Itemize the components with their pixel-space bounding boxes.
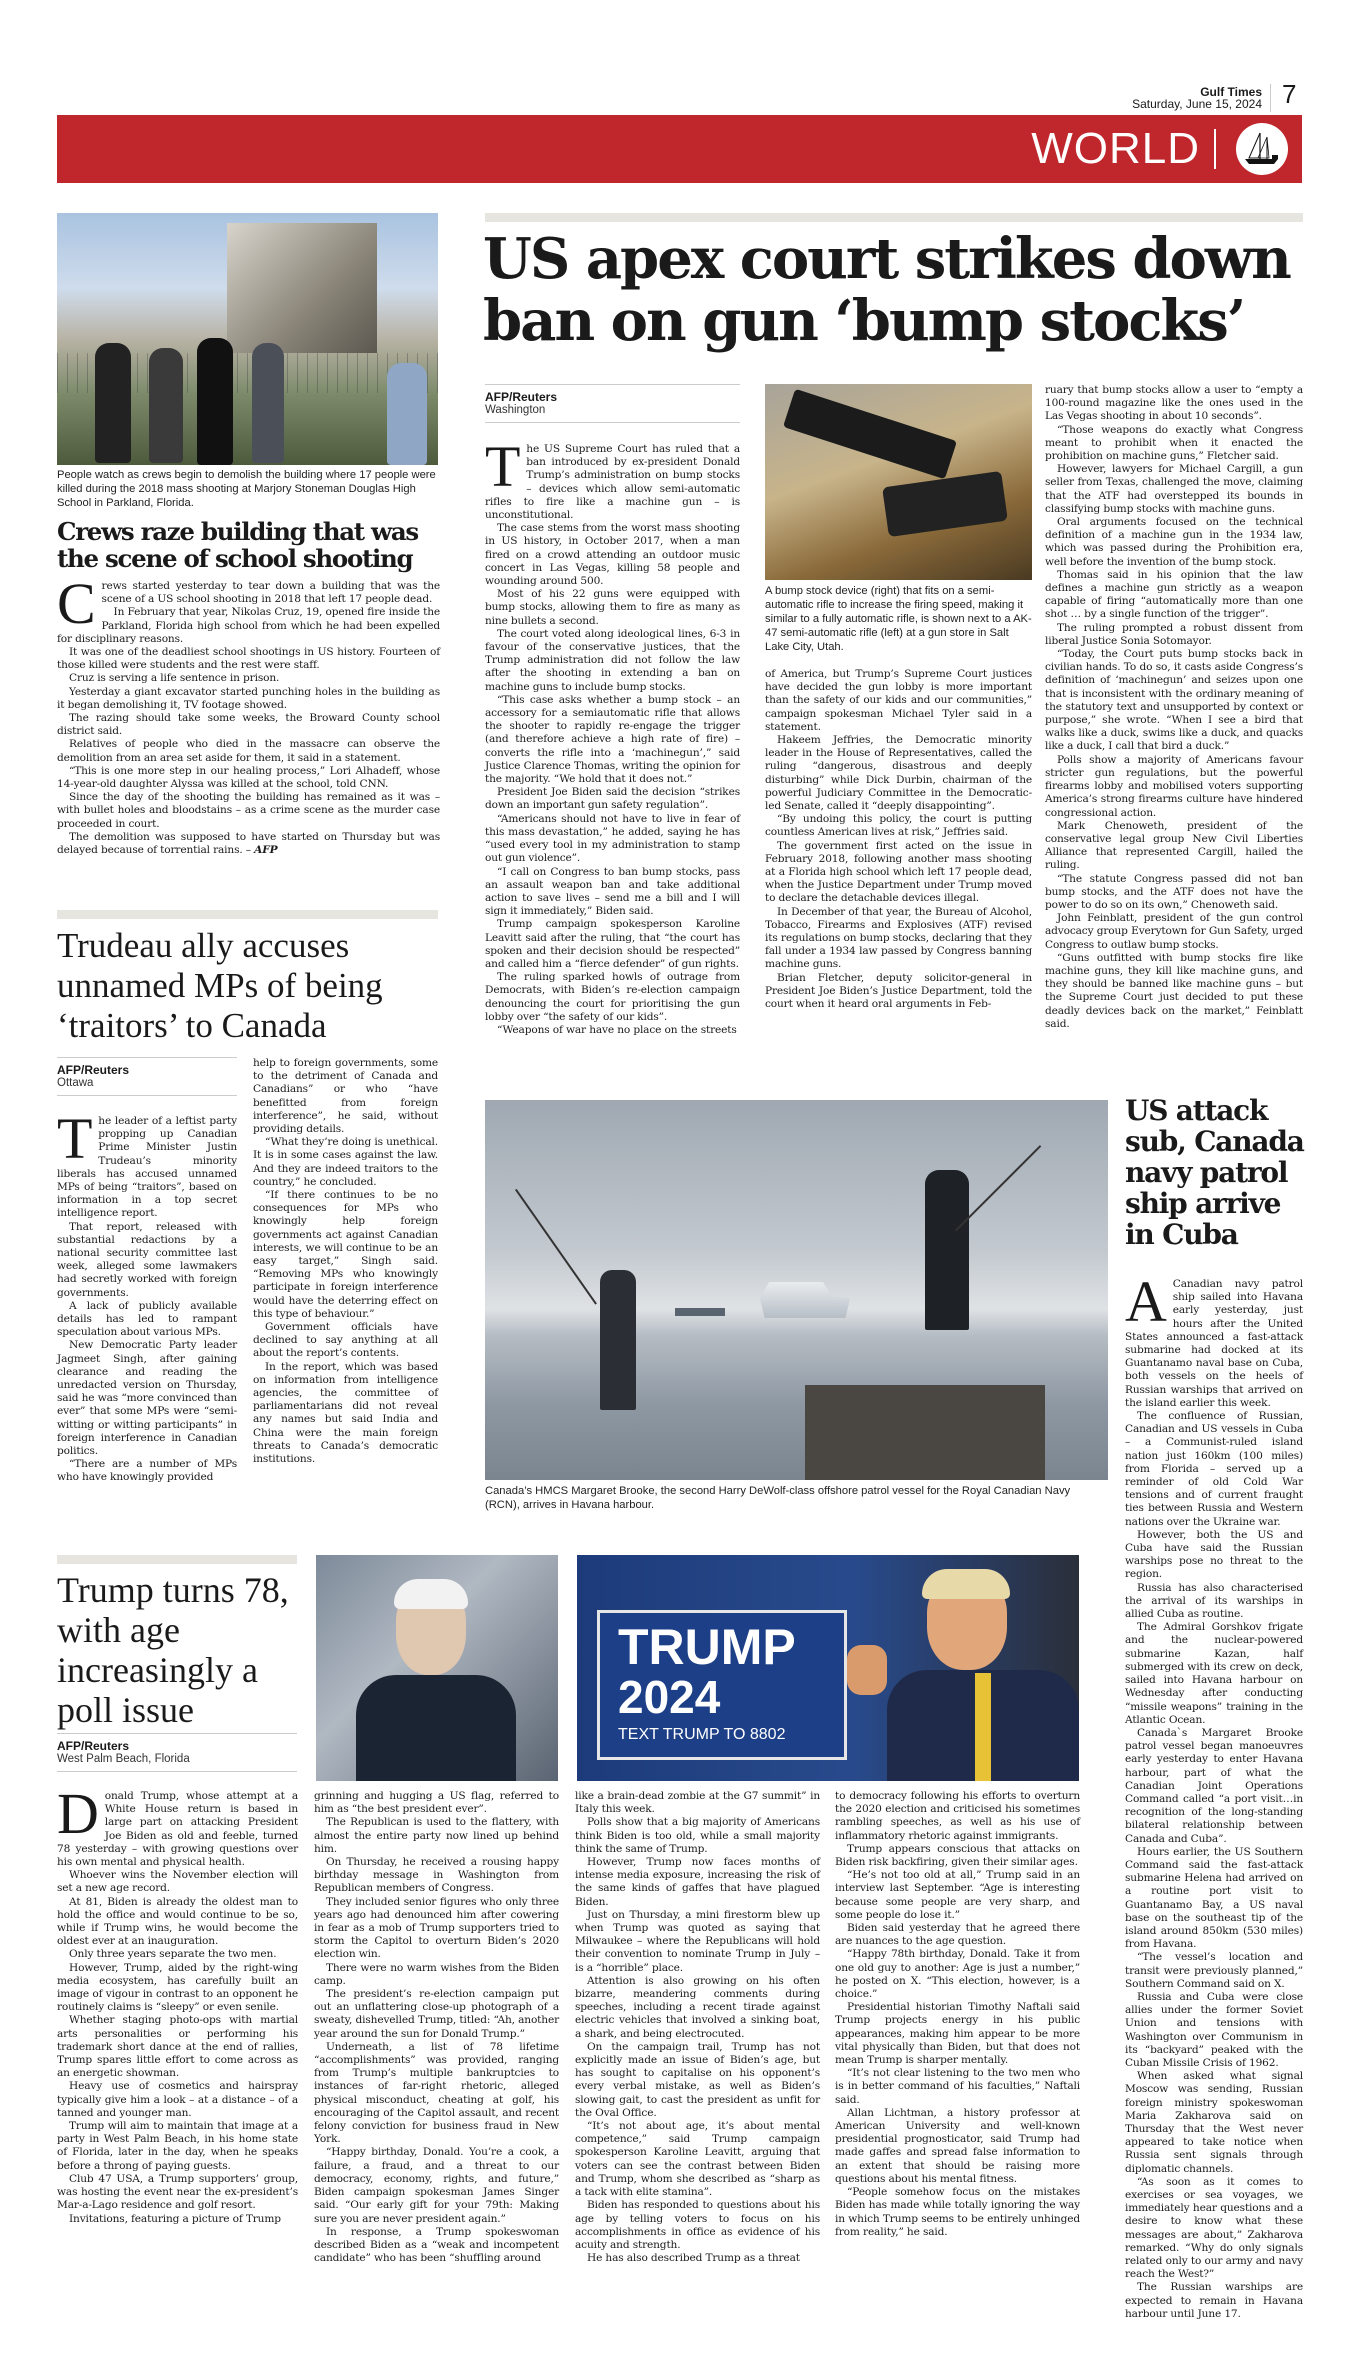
paragraph: Russia and Cuba were close allies under the former Soviet Union and tensions with Washington over Communism in its “backyard” peaked with the Cuban Missile Crisis of 1962. — [1125, 1990, 1303, 2069]
logo-circle — [1236, 123, 1288, 175]
byline-agency: AFP/Reuters — [485, 390, 558, 404]
paragraph: A lack of publicly available details has led to rampant speculation about various MPs. — [57, 1299, 237, 1339]
onlooker-4 — [252, 343, 284, 463]
paragraph: “Happy 78th birthday, Donald. Take it from one old guy to another: Age is just a number,” he posted on X. “This election, however, is a choice.” — [835, 1948, 1080, 2001]
byline-place: West Palm Beach, Florida — [57, 1753, 190, 1765]
paragraph: Only three years separate the two men. — [69, 1948, 277, 1961]
onlooker-2 — [149, 348, 183, 463]
navy-ship — [760, 1282, 850, 1318]
paragraph: When asked what signal Moscow was sending, Russian foreign ministry spokeswoman Maria Zakharova said on Thursday that the West never appeared to take notice when Russia sent signals through diplomatic channels. — [1125, 2070, 1303, 2175]
paragraph: In response, a Trump spokeswoman described Biden as a “weak and incompetent candidate” who has been “shuffling around — [314, 2225, 559, 2265]
trudeau-byline — [57, 1057, 237, 1096]
paragraph: The razing should take some weeks, the Broward County school district said. — [57, 712, 440, 738]
masthead-divider — [1270, 84, 1271, 112]
trump-col-1 — [57, 1781, 298, 2226]
paragraph: It was one of the deadliest school shootings in US history. Fourteen of those killed were students and the rest were staff. — [57, 646, 440, 672]
paragraph: The court voted along ideological lines, 6-3 in favour of the conservative justices, that the Trump administration did not follow the law after the shooting in extending a ban on machine guns to include bump stocks. — [485, 627, 740, 693]
bump-headline: US apex court strikes down ban on gun ‘bump stocks’ — [483, 226, 1290, 354]
bump-stock-shape — [882, 471, 1008, 537]
paragraph: Cruz is serving a life sentence in prison. — [69, 672, 280, 685]
school-dropcap: C — [57, 571, 96, 636]
paragraph: to democracy following his efforts to overturn the 2020 election and criticised his sometimes rambling speeches, as well as his use of inflammatory rhetoric against immigrants. — [835, 1790, 1080, 1842]
paragraph: President Joe Biden said the decision “strikes down an important gun safety regulation”. — [485, 786, 740, 812]
paragraph: “People somehow focus on the mistakes Biden has made while totally ignoring the way in which Trump seems to be entirely unhinged from reality,” he said. — [835, 2186, 1080, 2238]
bump-col-1 — [485, 434, 740, 1037]
paragraph: However, Trump, aided by the right-wing media ecosystem, has carefully built an image of vigour in contrast to an opponent he routinely claims is “sleepy” or even senile. — [57, 1961, 298, 2014]
paragraph: Oral arguments focused on the technical definition of a machine gun in the 1934 law, which was passed during the Prohibition era, well before the invention of the bump stock. — [1045, 516, 1303, 568]
paragraph: “This is one more step in our healing process,” Lori Alhadeff, whose 14-year-old daughter Alyssa was killed at the school, told CNN. — [57, 764, 440, 791]
paragraph: Since the day of the shooting the building has remained as it was – with bullet holes and bloodstains – as a crime scene as the murder case proceeded in court. — [57, 791, 440, 830]
paragraph: grinning and hugging a US flag, referred to him as “the best president ever”. — [314, 1790, 559, 1816]
byline-agency: AFP/Reuters — [57, 1739, 130, 1753]
paragraph: That report, released with substantial redactions by a national security committee last week, alleged some lawmakers had secretly worked with foreign governments. — [57, 1220, 237, 1299]
school-photo-caption: People watch as crews begin to demolish the building where 17 people were killed during the 2018 mass shooting at Marjory Stoneman Douglas High School in Parkland, Florida. — [57, 469, 436, 509]
fisherman-left — [600, 1270, 636, 1410]
paragraph: onald Trump, whose attempt at a White House return is based in large part on attacking President Joe Biden as old and feeble, turned 78 yesterday – with growing questions over his own mental and physical health. — [57, 1790, 298, 1869]
cuba-headline: US attack sub, Canada navy patrol ship arrive in Cuba — [1125, 1094, 1304, 1251]
paragraph: New Democratic Party leader Jagmeet Singh, after gaining clearance and reading the unredacted version on Thursday, said he was “more convinced than ever” that some MPs were “semi-witting or witting participants” in foreign interference in Canadian politics. — [57, 1339, 237, 1458]
paragraph: The confluence of Russian, Canadian and US vessels in Cuba – a Communist-ruled island nation just 160km (100 miles) from Florida – served up a reminder of old Cold War tensions and of current fraught ties between Russia and Western nations over the Ukraine war. — [1125, 1410, 1303, 1528]
paragraph: Polls show that a big majority of Americans think Biden is too old, while a small majority think the same of Trump. — [575, 1816, 820, 1855]
paragraph: The demolition was supposed to have started on Thursday but was delayed because of torrential rains. – — [57, 830, 440, 857]
paragraph: “Americans should not have to live in fear of this mass devastation,” he added, saying he has “used every tool in my administration to stamp out gun violence”. — [485, 812, 740, 865]
onlooker-5 — [387, 363, 427, 465]
trudeau-col-2 — [253, 1057, 438, 1466]
paragraph: Most of his 22 guns were equipped with bump stocks, allowing them to fire as many as nine bullets a second. — [485, 588, 740, 627]
trump-hair — [922, 1569, 1010, 1599]
paragraph: Biden said yesterday that he agreed there are nuances to the age question. — [835, 1922, 1080, 1948]
sign-year-text: 2024 — [618, 1671, 721, 1723]
biden-photo — [316, 1555, 558, 1781]
paragraph: Relatives of people who died in the massacre can observe the demolition from an area set aside for them, it said in a statement. — [57, 738, 440, 764]
trudeau-top-bar — [57, 910, 438, 919]
dhow-boat-icon — [1236, 123, 1288, 175]
section-banner — [57, 115, 1302, 183]
havana-harbour-photo — [485, 1100, 1108, 1480]
paragraph: “Those weapons do exactly what Congress meant to prohibit when it enacted the prohibition on machine guns,” Fletcher said. — [1045, 423, 1303, 463]
rifle-shape — [783, 389, 957, 480]
fishing-rod-left — [515, 1189, 597, 1305]
paragraph: Underneath, a list of 78 lifetime “accomplishments” was provided, ranging from Trump’s multiple bankruptcies to instances of far-right rhetoric, alleged physical misconduct, cheating at golf, his encouraging of the Capitol assault, and recent felony conviction for business fraud in New York. — [314, 2040, 559, 2146]
school-headline: Crews raze building that was the scene of school shooting — [57, 517, 418, 573]
trump-tie — [975, 1673, 991, 1781]
cuba-article-body — [1125, 1269, 1303, 2321]
paragraph: Canadian navy patrol ship sailed into Havana early yesterday, just hours after the United States announced a fast-attack submarine had docked at its Guantanamo naval base on Cuba, both vessels on the heels of Russian warships that arrived on the island earlier this week. — [1125, 1278, 1303, 1409]
paragraph: “What they’re doing is unethical. It is in some cases against the law. And they are indeed traitors to the country,” he concluded. — [253, 1136, 438, 1188]
paragraph: Allan Lichtman, a history professor at American University and well-known presidential prognosticator, said Trump had made gaffes and spread false information to an extent that should be raising more questions about his mental fitness. — [835, 2106, 1080, 2185]
paragraph: However, lawyers for Michael Cargill, a gun seller from Texas, challenged the move, claiming that the ATF had overstepped its bounds in classifying bump stocks with machine guns. — [1045, 463, 1303, 515]
paragraph: They included senior figures who only three years ago had denounced him after cowering in fear as a mob of Trump supporters tried to storm the Capitol to overturn Biden’s 2020 election win. — [314, 1895, 559, 1961]
masthead-date-block — [1070, 86, 1262, 110]
paragraph: Heavy use of cosmetics and hairspray typically give him a look – at a distance – of a tanned and younger man. — [57, 2080, 298, 2119]
sign-sms-text: TEXT TRUMP TO 8802 — [618, 1726, 786, 1743]
trump-byline — [57, 1733, 297, 1772]
paragraph: On the campaign trail, Trump has not explicitly made an issue of Biden’s age, but has sought to capitalise on his opponent’s every verbal mistake, as well as Biden’s slowing gait, to cast the president as unfit for the Oval Office. — [575, 2040, 820, 2119]
paragraph: Invitations, featuring a picture of Trump — [69, 2212, 281, 2225]
paragraph: Polls show a majority of Americans favour stricter gun regulations, but the powerful firearms lobby and mobilised voters supporting America’s strong firearms culture have hindered congressional action. — [1045, 753, 1303, 819]
paragraph: Attention is also growing on his often bizarre, meandering comments during speeches, including a recent tirade against electric vehicles that involved a sinking boat, a shark, and being electrocuted. — [575, 1974, 820, 2040]
paragraph: Whether staging photo-ops with martial arts personalities or performing his trademark short dance at the end of rallies, Trump spares little effort to come across as an energetic showman. — [57, 2014, 298, 2080]
paragraph: There were no warm wishes from the Biden camp. — [314, 1961, 559, 1987]
paragraph: Whoever wins the November election will set a new age record. — [57, 1869, 298, 1895]
onlooker-3 — [197, 338, 233, 465]
paragraph: Government officials have declined to say anything at all about the report’s contents. — [253, 1321, 438, 1360]
campaign-sign — [597, 1610, 847, 1760]
signoff: AFP — [254, 844, 278, 857]
bump-col-2 — [765, 668, 1032, 1011]
paragraph: “Weapons of war have no place on the streets — [497, 1023, 737, 1036]
paragraph: “He’s not too old at all,” Trump said in an interview last September. “Age is interesting because some people are very sharp, and some people do lose it.” — [835, 1869, 1080, 1921]
paragraph: of America, but Trump’s Supreme Court justices have decided the gun lobby is more important than the safety of our kids and our communities,” campaign spokesman Michael Tyler said in a statement. — [765, 668, 1032, 733]
paragraph: “It’s not about age, it’s about mental competence,” said Trump campaign spokesperson Karoline Leavitt, arguing that voters can see the contrast between Biden and Trump, whom she described as “sharp as a tack with elite stamina”. — [575, 2120, 820, 2199]
paragraph: In December of that year, the Bureau of Alcohol, Tobacco, Firearms and Explosives (ATF) revised its regulations on bump stocks, declaring that they fall under a 1934 law passed by Congress banning machine guns. — [765, 905, 1032, 971]
bump-photo-caption: A bump stock device (right) that fits on a semi-automatic rifle to increase the firing speed, making it similar to a fully automatic rifle, is shown next to a AK-47 semi-automatic rifle (left) at a gun store in Salt Lake City, Utah. — [765, 585, 1032, 653]
byline-place: Washington — [485, 404, 546, 416]
paragraph: “I call on Congress to ban bump stocks, pass an assault weapon ban and take additional action to save lives – send me a bill and I will sign it immediately,” Biden said. — [485, 865, 740, 918]
paragraph: John Feinblatt, president of the gun control advocacy group Everytown for Gun Safety, urged Congress to outlaw bump stocks. — [1045, 912, 1303, 951]
paragraph: The Admiral Gorshkov frigate and the nuclear-powered submarine Kazan, half submerged with its crew on deck, sailed into Havana harbour on Wednesday after conducting “missile weapons” training in the Atlantic Ocean. — [1125, 1621, 1303, 1726]
paragraph: “This case asks whether a bump stock – an accessory for a semiautomatic rifle that allows the shooter to rapidly re-engage the trigger (and therefore achieve a high rate of fire) – converts the rifle into a ‘machinegun’,” said Justice Clarence Thomas, writing the opinion for the majority. “We hold that it does not.” — [485, 693, 740, 786]
paragraph: Just on Thursday, a mini firestorm blew up when Trump was quoted as saying that Milwaukee – where the Republicans will hold their convention to nominate Trump in July – is a “horrible” place. — [575, 1908, 820, 1974]
distant-ship — [675, 1308, 725, 1316]
building-ruin — [227, 223, 377, 353]
paragraph: At 81, Biden is already the oldest man to hold the office and would continue to be so, while if Trump wins, he would become the oldest ever at an inauguration. — [57, 1895, 298, 1948]
trump-col-4 — [835, 1790, 1080, 2239]
bump-col-3 — [1045, 384, 1303, 1031]
paragraph: Hakeem Jeffries, the Democratic minority leader in the House of Representatives, called the ruling “dangerous, disastrous and deeply disturbing” while Dick Durbin, chairman of the powerful Judiciary Committee in the Democratic-led Senate, called it “deeply disappointing”. — [765, 734, 1032, 813]
paragraph: help to foreign governments, some to the detriment of Canada and Canadians” or who “have benefitted from foreign interference”, he said, without providing details. — [253, 1057, 438, 1136]
paragraph: The ruling sparked howls of outrage from Democrats, with Biden’s re-election campaign denouncing the court for prioritising the gun lobby over “the safety of our kids”. — [485, 971, 740, 1023]
paragraph: He has also described Trump as a threat — [587, 2252, 800, 2265]
paragraph: Mark Chenoweth, president of the conservative legal group New Civil Liberties Alliance that represented Cargill, hailed the ruling. — [1045, 819, 1303, 872]
paragraph: Canada`s Margaret Brooke patrol vessel began manoeuvres early yesterday to enter Havana harbour, part of what the Canadian Joint Operations Command called “a port visit…in recognition of the long-standing bilateral relationship between Canada and Cuba”. — [1125, 1726, 1303, 1845]
paragraph: Yesterday a giant excavator started punching holes in the building as it began demolishing it, TV footage showed. — [57, 685, 440, 711]
paragraph: Thomas said in his opinion that the law defines a machine gun strictly as a weapon capable of firing “automatically more than one shot … by a single function of the trigger”. — [1045, 568, 1303, 621]
paragraph: he US Supreme Court has ruled that a ban introduced by ex-president Donald Trump’s administration on bump stocks – devices which allow semi-automatic rifles to fire like a machine gun – is unconstitutional. — [485, 443, 740, 522]
paragraph: “The vessel’s location and transit were previously planned,” Southern Command said on X. — [1125, 1951, 1303, 1990]
paragraph: Biden has responded to questions about his age by telling voters to focus on his accomplishments in office as evidence of his acuity and strength. — [575, 2199, 820, 2251]
issue-date: Saturday, June 15, 2024 — [1132, 97, 1262, 111]
bump-stock-photo — [765, 384, 1032, 580]
paragraph: “By undoing this policy, the court is putting countless American lives at risk,” Jeffries said. — [765, 813, 1032, 839]
byline-agency: AFP/Reuters — [57, 1063, 130, 1077]
paragraph: like a brain-dead zombie at the G7 summit” in Italy this week. — [575, 1790, 820, 1816]
cuba-dropcap: A — [1125, 1269, 1167, 1334]
paragraph: The government first acted on the issue in February 2018, following another mass shooting at a Florida high school which left 17 people dead, when the Justice Department under Trump moved to declare the detachable devices illegal. — [765, 839, 1032, 905]
paragraph: However, both the US and Cuba have said the Russian warships pose no threat to the region. — [1125, 1528, 1303, 1581]
paragraph: “There are a number of MPs who have knowingly provided — [57, 1458, 237, 1484]
paragraph: he leader of a leftist party propping up Canadian Prime Minister Justin Trudeau’s minority liberals has accused unnamed MPs of being “traitors”, based on information in a top secret intelligence report. — [57, 1115, 237, 1220]
paragraph: The Republican is used to the flattery, with almost the entire party now lined up behind him. — [314, 1816, 559, 1855]
bump-dropcap: T — [485, 434, 521, 499]
banner-divider — [1214, 129, 1216, 169]
paragraph: The Russian warships are expected to remain in Havana harbour until June 17. — [1125, 2281, 1303, 2320]
paragraph: Trump will aim to maintain that image at a party in West Palm Beach, in his home state of Florida, later in the day, when he speaks before a throng of paying guests. — [57, 2120, 298, 2172]
trump-headline: Trump turns 78, with age increasingly a poll issue — [57, 1570, 289, 1730]
school-article-body — [57, 571, 440, 857]
bump-byline — [485, 384, 740, 423]
paragraph: Brian Fletcher, deputy solicitor-general in President Joe Biden’s Justice Department, told the court when it heard oral arguments in Feb- — [765, 971, 1032, 1011]
paragraph: rews started yesterday to tear down a building that was the scene of a US school shooting in 2018 that left 17 people dead. — [101, 580, 440, 606]
onlooker-1 — [95, 343, 131, 463]
paragraph: Trump campaign spokesperson Karoline Leavitt said after the ruling, that “the court has spoken and their decision should be respected” and called him a “fierce defender” of gun rights. — [485, 918, 740, 970]
paragraph: Club 47 USA, a Trump supporters’ group, was hosting the event near the ex-president’s Mar-a-Lago residence and golf resort. — [57, 2172, 298, 2212]
biden-suit — [356, 1675, 516, 1781]
raised-fist — [847, 1645, 887, 1695]
trump-dropcap: D — [57, 1781, 99, 1846]
paragraph: Hours earlier, the US Southern Command said the fast-attack submarine Helena had arrived on a routine port visit to Guantanamo Bay, a US naval base on the southeast tip of the island around 850km (530 miles) from Havana. — [1125, 1845, 1303, 1951]
paragraph: ruary that bump stocks allow a user to “empty a 100-round magazine like the ones used in the Las Vegas shooting in about 10 seconds”. — [1045, 384, 1303, 423]
trudeau-dropcap: T — [57, 1106, 93, 1171]
paragraph: “Happy birthday, Donald. You’re a cook, a failure, a fraud, and a threat to our democracy, economy, rights, and future,” Biden campaign spokesman James Singer said. “Our early gift for your 79th: Making sure you are never president again.” — [314, 2146, 559, 2225]
paragraph: “Today, the Court puts bump stocks back in civilian hands. To do so, it casts aside Congress’s definition of ‘machinegun’ and seizes upon one that is inconsistent with the ordinary meaning of the statutory text and unsupported by context or purpose,” she wrote. “When I see a bird that walks like a duck, swims like a duck, and quacks like a duck, I call that bird a duck.” — [1045, 648, 1303, 753]
fisherman-right — [925, 1170, 969, 1330]
section-title: WORLD — [1031, 124, 1200, 173]
paragraph: Trump appears conscious that attacks on Biden risk backfiring, given their similar ages. — [835, 1842, 1080, 1869]
byline-place: Ottawa — [57, 1077, 94, 1089]
paragraph: “If there continues to be no consequences for MPs who knowingly help foreign governments act against Canadian interests, we will continue to be an easy target,” Singh said. “Removing MPs who knowingly participate in foreign interference would have the deterring effect on this type of behaviour.” — [253, 1189, 438, 1320]
paragraph: In February that year, Nikolas Cruz, 19, opened fire inside the Parkland, Florida high school from which he had been expelled for disciplinary reasons. — [57, 606, 440, 645]
page-number: 7 — [1282, 79, 1297, 109]
paragraph: Russia has also characterised the arrival of its warships in allied Cuba as routine. — [1125, 1581, 1303, 1621]
paragraph: “It’s not clear listening to the two men who is in better command of his faculties,” Naftali said. — [835, 2067, 1080, 2106]
paragraph: In the report, which was based on information from intelligence agencies, the committee of parliamentarians did not reveal any names but said India and China were the main foreign threats to Canada’s democratic institutions. — [253, 1360, 438, 1466]
biden-hair — [394, 1579, 468, 1609]
sign-trump-text: TRUMP — [618, 1619, 796, 1675]
paragraph: Presidential historian Timothy Naftali said Trump projects energy in his public appearances, making him appear to be more vital physically than Biden, but that does not mean Trump is sharper mentally. — [835, 2001, 1080, 2067]
trump-top-bar — [57, 1555, 297, 1564]
havana-photo-caption: Canada’s HMCS Margaret Brooke, the second Harry DeWolf-class offshore patrol vessel for the Royal Canadian Navy (RCN), arrives in Havana harbour. — [485, 1485, 1071, 1511]
paragraph: On Thursday, he received a rousing happy birthday message in Washington from Republican members of Congress. — [314, 1856, 559, 1895]
paragraph: The case stems from the worst mass shooting in US history, in October 2017, when a man fired on a crowd attending an outdoor music concert in Las Vegas, killing 58 people and wounding around 500. — [485, 522, 740, 588]
paragraph: However, Trump now faces months of intense media exposure, increasing the risk of the same kinds of gaffes that have plagued Biden. — [575, 1856, 820, 1908]
trudeau-headline: Trudeau ally accuses unnamed MPs of being ‘traitors’ to Canada — [57, 926, 383, 1045]
stone-pier — [805, 1385, 1045, 1480]
paragraph: The ruling prompted a robust dissent from liberal Justice Sonia Sotomayor. — [1045, 621, 1303, 647]
paragraph: “The statute Congress passed did not ban bump stocks, and the ATF does not have the power to do so on its own,” Chenoweth said. — [1045, 872, 1303, 911]
school-demolition-photo — [57, 213, 438, 465]
bump-top-bar — [485, 213, 1303, 222]
trudeau-col-1 — [57, 1106, 237, 1485]
paragraph: “Guns outfitted with bump stocks fire like machine guns, they kill like machine guns, and they should be banned like machine guns – but the Supreme Court just decided to put these deadly devices back on the market,” Feinblatt said. — [1045, 951, 1303, 1030]
publication-name: Gulf Times — [1200, 85, 1262, 99]
trump-rally-photo — [577, 1555, 1079, 1781]
trump-col-3 — [575, 1790, 820, 2265]
trump-col-2 — [314, 1790, 559, 2265]
paragraph: “As soon as it comes to exercises or sea voyages, we immediately hear questions and a desire to know what these messages are about,” Zakharova remarked. “Why do only signals related only to our army and navy reach the West?” — [1125, 2175, 1303, 2281]
paragraph: The president’s re-election campaign put out an unflattering close-up photograph of a sweaty, dishevelled Trump, titled: “Ah, another year around the sun for Donald Trump.” — [314, 1988, 559, 2040]
